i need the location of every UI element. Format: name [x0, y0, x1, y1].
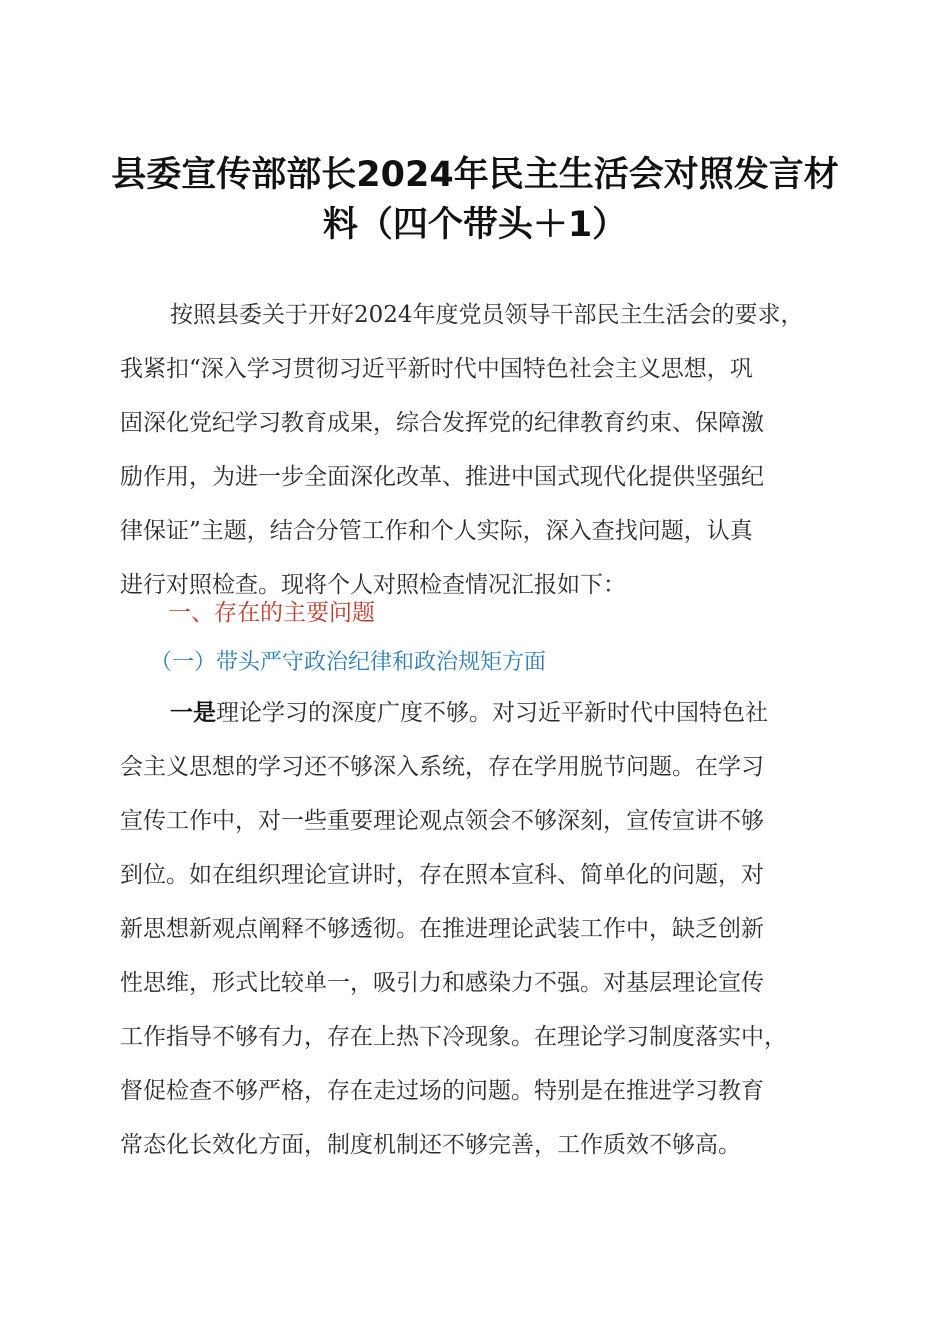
intro-line: 按照县委关于开好2024年度党员领导干部民主生活会的要求， — [170, 302, 804, 328]
subsection-heading-political-discipline: （一）带头严守政治纪律和政治规矩方面 — [150, 650, 547, 675]
point-one-paragraph — [120, 686, 840, 1172]
section-heading-problems: 一、存在的主要问题 — [168, 600, 375, 626]
point-line: 常态化长效化方面，制度机制还不够完善，工作质效不够高。 — [120, 1132, 741, 1158]
point-line: 工作指导不够有力，存在上热下冷现象。在理论学习制度落实中， — [120, 1024, 787, 1050]
intro-line: 进行对照检查。现将个人对照检查情况汇报如下： — [120, 572, 626, 598]
point-line: 到位。如在组织理论宣讲时，存在照本宣科、简单化的问题，对 — [120, 862, 764, 888]
intro-line: 我紧扣“深入学习贯彻习近平新时代中国特色社会主义思想，巩 — [120, 356, 753, 382]
point-one-lead: 一是 — [170, 699, 216, 726]
point-one-first-line — [120, 686, 840, 740]
point-line: 新思想新观点阐释不够透彻。在推进理论武装工作中，缺乏创新 — [120, 916, 764, 942]
point-line: 宣传工作中，对一些重要理论观点领会不够深刻，宣传宣讲不够 — [120, 808, 764, 834]
title-line-2: 料（四个带头＋1） — [322, 205, 628, 245]
point-line: 督促检查不够严格，存在走过场的问题。特别是在推进学习教育 — [120, 1078, 764, 1104]
intro-line: 固深化党纪学习教育成果，综合发挥党的纪律教育约束、保障激 — [120, 410, 764, 436]
intro-line: 律保证”主题，结合分管工作和个人实际，深入查找问题，认真 — [120, 518, 753, 544]
title-line-1: 县委宣传部部长2024年民主生活会对照发言材 — [111, 155, 839, 195]
point-line: 性思维，形式比较单一，吸引力和感染力不强。对基层理论宣传 — [120, 970, 764, 996]
intro-paragraph — [120, 288, 840, 612]
point-line: 会主义思想的学习还不够深入系统，存在学用脱节问题。在学习 — [120, 754, 764, 780]
document-title — [110, 150, 840, 250]
point-one-first-text: 理论学习的深度广度不够。对习近平新时代中国特色社 — [216, 700, 768, 726]
intro-line: 励作用，为进一步全面深化改革、推进中国式现代化提供坚强纪 — [120, 464, 764, 490]
